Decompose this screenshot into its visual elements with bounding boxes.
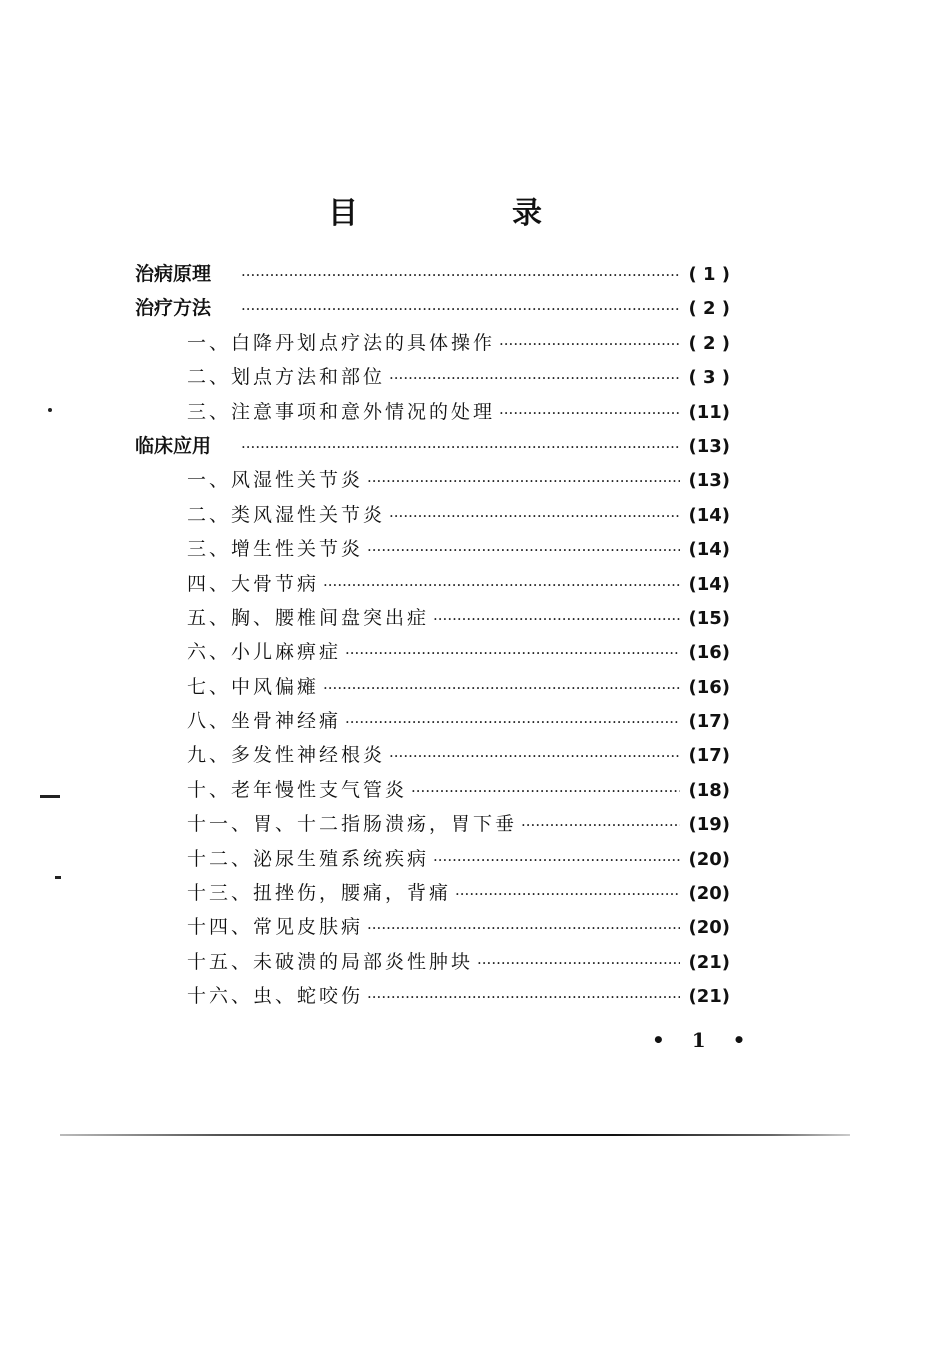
toc-leader-dots bbox=[495, 404, 680, 422]
toc-leader-dots bbox=[363, 541, 680, 559]
toc-item-row bbox=[135, 603, 730, 637]
scan-speck bbox=[55, 876, 61, 879]
toc-entry-label: 二、类风湿性关节炎 bbox=[187, 503, 386, 526]
toc-leader-dots bbox=[319, 576, 680, 594]
toc-page-number: (11) bbox=[688, 401, 730, 423]
toc-item-row bbox=[135, 362, 730, 396]
toc-entry-label: 六、小儿麻痹症 bbox=[187, 641, 342, 664]
toc-entry-label: 十二、泌尿生殖系统疾病 bbox=[187, 847, 430, 870]
toc-leader-dots bbox=[237, 438, 680, 456]
toc-leader-dots bbox=[429, 851, 680, 869]
toc-item-row bbox=[135, 500, 730, 534]
toc-item-row bbox=[135, 912, 730, 946]
toc-item-row bbox=[135, 534, 730, 568]
toc-item-row bbox=[135, 740, 730, 774]
toc-item-row bbox=[135, 397, 730, 431]
toc-leader-dots bbox=[385, 507, 680, 525]
toc-item-row bbox=[135, 328, 730, 362]
toc-page-number: (16) bbox=[688, 676, 730, 698]
toc-page-number: (20) bbox=[688, 848, 730, 870]
table-of-contents bbox=[135, 259, 730, 1016]
toc-item-row bbox=[135, 672, 730, 706]
toc-entry-label: 八、坐骨神经痛 bbox=[187, 710, 342, 733]
toc-entry-label: 临床应用 bbox=[135, 434, 212, 457]
toc-page-number: ( 3 ) bbox=[688, 367, 730, 389]
toc-entry-label: 十一、胃、十二指肠溃疡，胃下垂 bbox=[187, 813, 518, 836]
toc-item-row bbox=[135, 465, 730, 499]
toc-entry-label: 三、增生性关节炎 bbox=[187, 538, 364, 561]
toc-entry-label: 治病原理 bbox=[135, 263, 212, 285]
toc-leader-dots bbox=[385, 369, 680, 387]
toc-page-number: ( 2 ) bbox=[688, 298, 730, 320]
toc-item-row bbox=[135, 981, 730, 1015]
toc-leader-dots bbox=[407, 782, 680, 800]
toc-page-number: (14) bbox=[688, 573, 730, 595]
toc-page-number: (20) bbox=[688, 883, 730, 905]
toc-entry-label: 二、划点方法和部位 bbox=[187, 366, 386, 389]
toc-page-number: (18) bbox=[688, 779, 730, 801]
toc-leader-dots bbox=[429, 610, 680, 628]
page-number: • 1 • bbox=[652, 1028, 756, 1052]
toc-page-number: (17) bbox=[688, 745, 730, 767]
page-title: 目 录 bbox=[328, 196, 604, 231]
toc-entry-label: 三、注意事项和意外情况的处理 bbox=[187, 400, 496, 423]
toc-item-row bbox=[135, 637, 730, 671]
toc-entry-label: 十四、常见皮肤病 bbox=[187, 916, 364, 939]
toc-leader-dots bbox=[363, 472, 680, 490]
toc-page-number: ( 2 ) bbox=[688, 332, 730, 354]
toc-page-number: (14) bbox=[688, 539, 730, 561]
toc-leader-dots bbox=[517, 816, 680, 834]
toc-leader-dots bbox=[385, 747, 680, 765]
toc-page-number: (13) bbox=[688, 435, 730, 457]
toc-item-row bbox=[135, 844, 730, 878]
toc-page-number: (21) bbox=[688, 986, 730, 1008]
toc-item-row bbox=[135, 569, 730, 603]
toc-leader-dots bbox=[341, 644, 680, 662]
toc-leader-dots bbox=[495, 335, 680, 353]
toc-leader-dots bbox=[451, 885, 680, 903]
toc-leader-dots bbox=[473, 954, 680, 972]
toc-leader-dots bbox=[319, 679, 680, 697]
toc-page-number: (13) bbox=[688, 470, 730, 492]
toc-page-number: (14) bbox=[688, 504, 730, 526]
toc-page-number: (16) bbox=[688, 642, 730, 664]
toc-entry-label: 十三、扭挫伤，腰痛，背痛 bbox=[187, 882, 452, 905]
toc-item-row bbox=[135, 706, 730, 740]
toc-leader-dots bbox=[237, 300, 680, 318]
toc-page-number: (21) bbox=[688, 951, 730, 973]
toc-entry-label: 十、老年慢性支气管炎 bbox=[187, 778, 408, 801]
toc-item-row bbox=[135, 878, 730, 912]
toc-section-row bbox=[135, 293, 730, 327]
toc-item-row bbox=[135, 775, 730, 809]
toc-entry-label: 四、大骨节病 bbox=[187, 572, 320, 595]
toc-entry-label: 五、胸、腰椎间盘突出症 bbox=[187, 606, 430, 629]
toc-page-number: (19) bbox=[688, 814, 730, 836]
toc-entry-label: 十五、未破溃的局部炎性肿块 bbox=[187, 950, 474, 973]
toc-entry-label: 九、多发性神经根炎 bbox=[187, 744, 386, 767]
scan-speck bbox=[48, 408, 52, 412]
toc-leader-dots bbox=[363, 988, 680, 1006]
toc-item-row bbox=[135, 809, 730, 843]
toc-entry-label: 十六、虫、蛇咬伤 bbox=[187, 985, 364, 1008]
toc-item-row bbox=[135, 947, 730, 981]
scan-edge-line bbox=[60, 1134, 850, 1136]
toc-entry-label: 一、白降丹划点疗法的具体操作 bbox=[187, 331, 496, 354]
toc-entry-label: 一、风湿性关节炎 bbox=[187, 469, 364, 492]
toc-page-number: ( 1 ) bbox=[688, 264, 730, 285]
toc-entry-label: 七、中风偏瘫 bbox=[187, 675, 320, 698]
toc-section-row bbox=[135, 259, 730, 293]
toc-entry-label: 治疗方法 bbox=[135, 297, 212, 320]
toc-leader-dots bbox=[341, 713, 680, 731]
toc-leader-dots bbox=[363, 919, 680, 937]
toc-page-number: (17) bbox=[688, 711, 730, 733]
toc-leader-dots bbox=[237, 266, 680, 284]
scan-speck bbox=[40, 795, 60, 798]
toc-page-number: (20) bbox=[688, 917, 730, 939]
toc-section-row bbox=[135, 431, 730, 465]
toc-page-number: (15) bbox=[688, 607, 730, 629]
